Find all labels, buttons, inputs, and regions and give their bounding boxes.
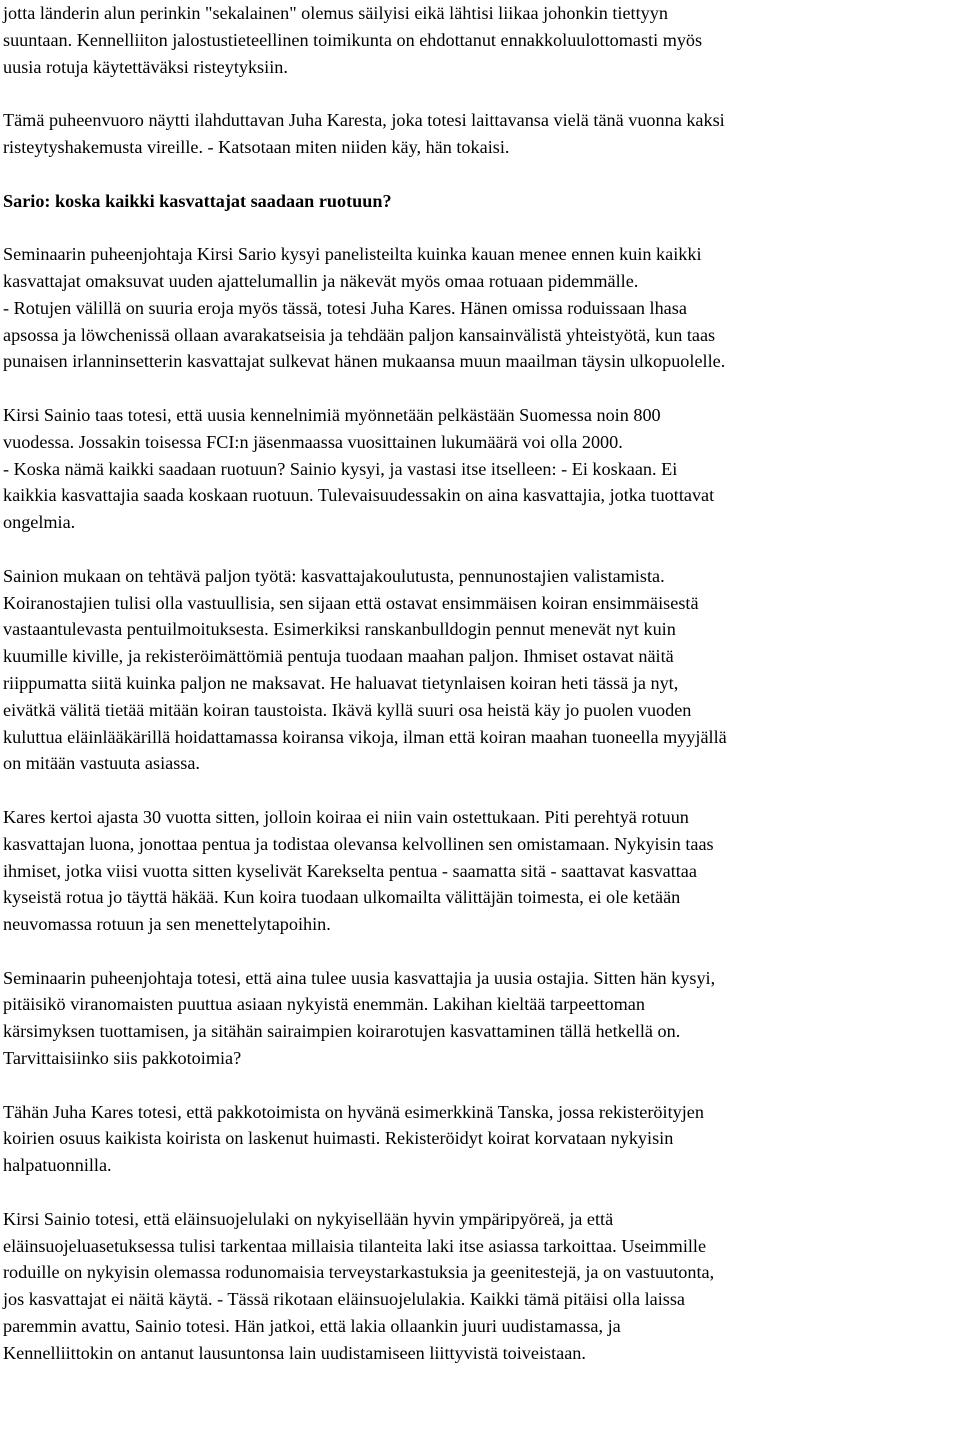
text-line: risteytyshakemusta vireille. - Katsotaan miten niiden käy, hän tokaisi. xyxy=(3,136,510,157)
text-line: Kares kertoi ajasta 30 vuotta sitten, jolloin koiraa ei niin vain ostettukaan. Piti perehtyä rotuun xyxy=(3,806,689,827)
text-line: pitäisikö viranomaisten puuttua asiaan nykyistä enemmän. Lakihan kieltää tarpeettoman xyxy=(3,994,645,1015)
text-line: jotta länderin alun perinkin "sekalainen" olemus säilyisi eikä lähtisi liikaa johonkin tiettyyn xyxy=(3,3,668,23)
text-line: vastaantulevasta pentuilmoituksesta. Esimerkiksi ranskanbulldogin pennut menevät nyt kuin xyxy=(3,619,676,640)
paragraph-sainio-kennelnames xyxy=(3,402,957,536)
text-line: roduille on nykyisin olemassa rodunomaisia terveystarkastuksia ja geenitestejä, ja on vastuutonta, xyxy=(3,1262,715,1283)
paragraph-spacer xyxy=(3,1072,957,1099)
text-line: riippumatta siitä kuinka paljon ne maksavat. He haluavat tietynlaisen koiran heti tässä ja nyt, xyxy=(3,672,679,693)
text-line: kuumille kiville, ja rekisteröimättömiä pentuja tuodaan maahan paljon. Ihmiset ostavat näitä xyxy=(3,646,674,667)
paragraph-spacer xyxy=(3,161,957,188)
paragraph-sainio-law xyxy=(3,1206,957,1367)
text-line: eläinsuojeluasetuksessa tulisi tarkentaa millaisia tilanteita laki itse asiassa tarkoittaa. Useimmille xyxy=(3,1235,707,1256)
section-heading xyxy=(3,188,957,215)
text-line: kasvattajan luona, jonottaa pentua ja todistaa olevansa kelvollinen sen omistamaan. Nykyisin taas xyxy=(3,833,714,854)
text-line: jos kasvattajat ei näitä käytä. - Tässä rikotaan eläinsuojelulakia. Kaikki tämä pitäisi olla laissa xyxy=(3,1289,685,1310)
text-line: ihmiset, jotka viisi vuotta sitten kyselivät Karekselta pentua - saamatta sitä - saattavat kasvattaa xyxy=(3,860,697,881)
text-line: vuodessa. Jossakin toisessa FCI:n jäsenmaassa vuosittainen lukumäärä voi olla 2000. xyxy=(3,431,623,452)
paragraph-kares-denmark xyxy=(3,1099,957,1179)
paragraph-spacer xyxy=(3,80,957,107)
paragraph-spacer xyxy=(3,375,957,402)
text-line: uusia rotuja käytettäväksi risteytyksiin. xyxy=(3,56,288,77)
text-line: Seminaarin puheenjohtaja Kirsi Sario kysyi panelisteilta kuinka kauan menee ennen kuin kaikki xyxy=(3,244,702,265)
text-line: - Rotujen välillä on suuria eroja myös tässä, totesi Juha Kares. Hänen omissa roduissaan lhasa xyxy=(3,297,687,318)
text-line: eivätkä välitä tietää mitään koiran taustoista. Ikävä kyllä suuri osa heistä käy jo puolen vuoden xyxy=(3,699,692,720)
text-line: Kennelliittokin on antanut lausuntonsa lain uudistamiseen liittyvistä toiveistaan. xyxy=(3,1342,586,1363)
text-line: suuntaan. Kennelliiton jalostustieteellinen toimikunta on ehdottanut ennakkoluulottomasti myös xyxy=(3,29,703,50)
text-line: - Koska nämä kaikki saadaan ruotuun? Sainio kysyi, ja vastasi itse itselleen: - Ei koskaan. Ei xyxy=(3,458,678,479)
paragraph-kares-30-years xyxy=(3,804,957,938)
paragraph-spacer xyxy=(3,938,957,965)
text-line: kaikkia kasvattajia saada koskaan ruotuun. Tulevaisuudessakin on aina kasvattajia, jotka tuottavat xyxy=(3,485,715,506)
text-line: punaisen irlanninsetterin kasvattajat sulkevat hänen mukaansa muun maailman täysin ulkopuolelle. xyxy=(3,351,726,372)
text-line: koirien osuus kaikista koirista on laskenut huimasti. Rekisteröidyt koirat korvataan nykyisin xyxy=(3,1128,674,1149)
text-line: Tämä puheenvuoro näytti ilahduttavan Juha Karesta, joka totesi laittavansa vielä tänä vuonna kaksi xyxy=(3,110,725,131)
paragraph-spacer xyxy=(3,214,957,241)
text-line: Kirsi Sainio totesi, että eläinsuojelulaki on nykyisellään hyvin ympäripyöreä, ja että xyxy=(3,1208,614,1229)
text-line: Koiranostajien tulisi olla vastuullisia, sen sijaan että ostavat ensimmäisen koiran ensimmäisestä xyxy=(3,592,699,613)
text-line: apsossa ja löwchenissä ollaan avarakatseisia ja tehdään paljon kansainvälistä yhteistyötä, kun taas xyxy=(3,324,716,345)
text-line: paremmin avattu, Sainio totesi. Hän jatkoi, että lakia ollaankin juuri uudistamassa, ja xyxy=(3,1316,621,1337)
text-line: Seminaarin puheenjohtaja totesi, että aina tulee uusia kasvattajia ja uusia ostajia. Sitten hän kysyi, xyxy=(3,967,716,988)
text-line: Sainion mukaan on tehtävä paljon työtä: kasvattajakoulutusta, pennunostajien valistamista. xyxy=(3,565,665,586)
text-line: kärsimyksen tuottamisen, ja sitähän sairaimpien koirarotujen kasvattaminen tällä hetkellä on. xyxy=(3,1021,681,1042)
text-line: kuluttua eläinlääkärillä hoidattamassa koiransa vikoja, ilman että koiran maahan tuoneella myyjällä xyxy=(3,726,727,747)
text-line: Tähän Juha Kares totesi, että pakkotoimista on hyvänä esimerkkinä Tanska, jossa rekisteröityjen xyxy=(3,1101,704,1122)
paragraph-chair-question xyxy=(3,965,957,1072)
text-line: kyseistä rotua jo täyttä häkää. Kun koira tuodaan ulkomailta välittäjän toimesta, ei ole ketään xyxy=(3,887,681,908)
paragraph-spacer xyxy=(3,1179,957,1206)
paragraph-sainio-work xyxy=(3,563,957,777)
text-line: Tarvittaisiinko siis pakkotoimia? xyxy=(3,1048,242,1069)
paragraph-spacer xyxy=(3,536,957,563)
text-line: neuvomassa rotuun ja sen menettelytapoihin. xyxy=(3,914,331,935)
paragraph-intro-continued xyxy=(3,0,957,80)
paragraph-spacer xyxy=(3,777,957,804)
text-line: kasvattajat omaksuvat uuden ajattelumallin ja näkevät myös omaa rotuaan pidemmälle. xyxy=(3,270,639,291)
document-page xyxy=(3,0,957,1367)
text-line: halpatuonnilla. xyxy=(3,1155,112,1176)
paragraph-sario-question xyxy=(3,241,957,375)
text-line: ongelmia. xyxy=(3,512,76,533)
paragraph-karesta-remark xyxy=(3,107,957,161)
text-line: Kirsi Sainio taas totesi, että uusia kennelnimiä myönnetään pelkästään Suomessa noin 800 xyxy=(3,404,661,425)
heading-text: Sario: koska kaikki kasvattajat saadaan ruotuun? xyxy=(3,190,392,211)
text-line: on mitään vastuuta asiassa. xyxy=(3,753,200,774)
